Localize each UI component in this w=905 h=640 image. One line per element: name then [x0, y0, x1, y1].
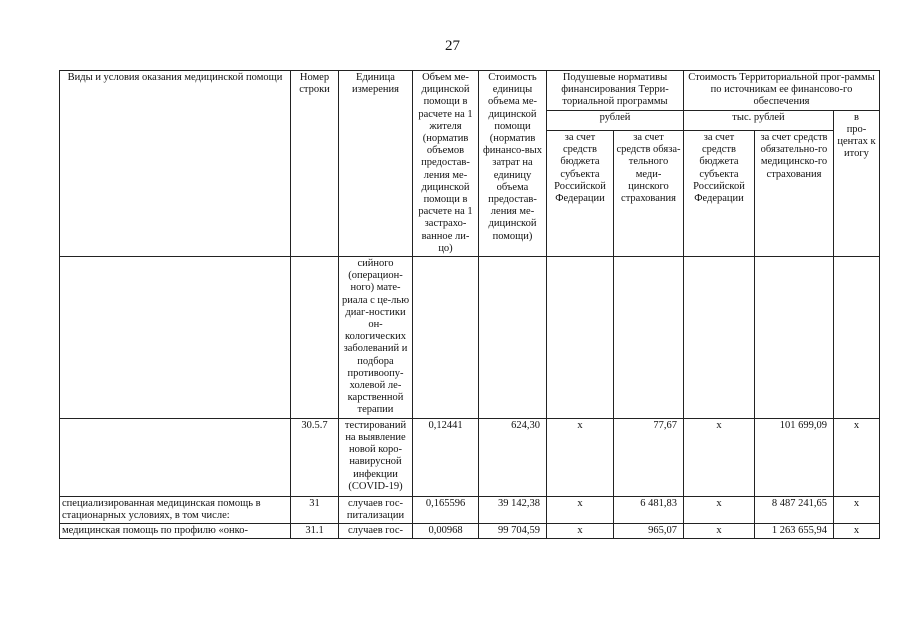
cell-row-number: [291, 257, 339, 419]
cell-cost-budget: [684, 257, 755, 419]
cell-cost-budget: x: [684, 496, 755, 523]
cell-unit: сийного (операцион-ного) мате-риала с це-лью диаг-ностики он-кологических заболеваний и подбора противоопу-холевой ле-карственной терапии: [339, 257, 413, 419]
financing-table: [59, 70, 880, 539]
cell-unit: случаев гос-питализации: [339, 496, 413, 523]
table-row: [60, 524, 880, 539]
header-per-capita-norms: Подушевые нормативы финансирования Терри-ториальной программы: [547, 71, 684, 111]
header-percent-rest: про-центах к итогу: [837, 123, 876, 160]
table-row: [60, 418, 880, 496]
cell-volume: 0,12441: [413, 418, 479, 496]
header-norms-unit: рублей: [547, 110, 684, 130]
cell-volume: [413, 257, 479, 419]
cell-percent: x: [834, 524, 880, 539]
cell-unit: случаев гос-: [339, 524, 413, 539]
cell-norm-budget: x: [547, 524, 614, 539]
cell-percent: x: [834, 496, 880, 523]
cell-cost-oms: [755, 257, 834, 419]
cell-volume: 0,165596: [413, 496, 479, 523]
cell-unit-cost: 39 142,38: [479, 496, 547, 523]
header-program-cost: Стоимость Территориальной прог-раммы по источникам ее финансово-го обеспечения: [684, 71, 880, 111]
cell-percent: x: [834, 418, 880, 496]
cell-cost-oms: 1 263 655,94: [755, 524, 834, 539]
cell-norm-oms: 77,67: [614, 418, 684, 496]
page-number: 27: [445, 38, 460, 54]
table-row: [60, 257, 880, 419]
cell-norm-budget: [547, 257, 614, 419]
cell-unit-cost: 624,30: [479, 418, 547, 496]
cell-norm-oms: [614, 257, 684, 419]
cell-cost-oms: 8 487 241,65: [755, 496, 834, 523]
header-norm-oms: за счет средств обяза-тельного меди-цинского страхования: [614, 131, 684, 257]
table-row: [60, 496, 880, 523]
header-cost-budget: за счет средств бюджета субъекта Российской Федерации: [684, 131, 755, 257]
cell-kind: медицинская помощь по профилю «онко-: [60, 524, 291, 539]
header-percent: [834, 110, 880, 256]
header-unit-cost: Стоимость единицы объема ме-дицинской помощи (норматив финансо-вых затрат на единицу объема предостав-ления ме-дицинской помощи): [479, 71, 547, 257]
cell-kind: специализированная медицинская помощь в стационарных условиях, в том числе:: [60, 496, 291, 523]
header-percent-top: в: [854, 111, 859, 123]
cell-cost-oms: 101 699,09: [755, 418, 834, 496]
cell-volume: 0,00968: [413, 524, 479, 539]
cell-row-number: 31.1: [291, 524, 339, 539]
header-unit: Единица измерения: [339, 71, 413, 257]
cell-percent: [834, 257, 880, 419]
cell-unit: тестирований на выявление новой коро-навирусной инфекции (COVID-19): [339, 418, 413, 496]
header-row-number: Номер строки: [291, 71, 339, 257]
header-volume: Объем ме-дицинской помощи в расчете на 1 жителя (норматив объемов предостав-ления ме-дицинской помощи в расчете на 1 застрахо-ванное ли-цо): [413, 71, 479, 257]
header-cost-oms: за счет средств обязательно-го медицинско-го страхования: [755, 131, 834, 257]
header-cost-unit: тыс. рублей: [684, 110, 834, 130]
cell-cost-budget: x: [684, 524, 755, 539]
cell-unit-cost: 99 704,59: [479, 524, 547, 539]
cell-kind: [60, 257, 291, 419]
cell-norm-oms: 965,07: [614, 524, 684, 539]
header-norm-budget: за счет средств бюджета субъекта Российской Федерации: [547, 131, 614, 257]
cell-row-number: 31: [291, 496, 339, 523]
header-kind: Виды и условия оказания медицинской помощи: [60, 71, 291, 257]
cell-kind: [60, 418, 291, 496]
header-row-1: [60, 71, 880, 111]
cell-norm-budget: x: [547, 418, 614, 496]
cell-row-number: 30.5.7: [291, 418, 339, 496]
cell-norm-oms: 6 481,83: [614, 496, 684, 523]
cell-cost-budget: x: [684, 418, 755, 496]
cell-norm-budget: x: [547, 496, 614, 523]
cell-unit-cost: [479, 257, 547, 419]
